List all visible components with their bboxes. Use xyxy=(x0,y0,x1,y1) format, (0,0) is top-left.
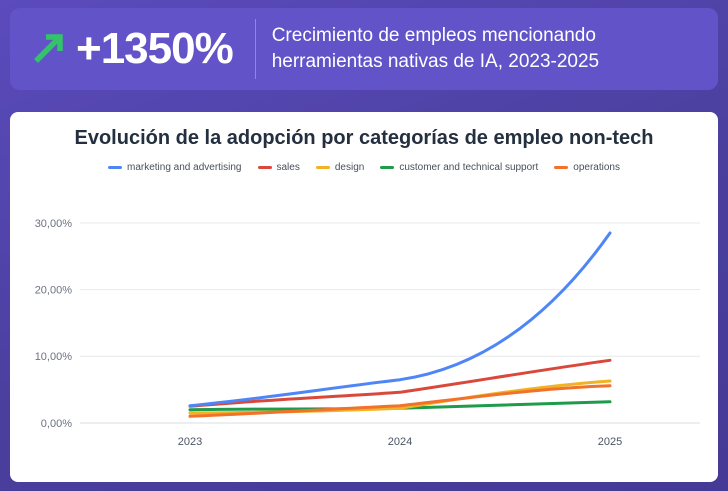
chart-y-axis-labels xyxy=(35,218,73,430)
chart-series-lines xyxy=(190,233,610,416)
chart-title: Evolución de la adopción por categorías de empleo non-tech xyxy=(74,127,654,149)
kpi-block xyxy=(26,24,251,73)
legend-swatch-marketing-and-advertising xyxy=(108,166,122,169)
x-tick-label-0: 2023 xyxy=(177,436,203,448)
chart-legend xyxy=(10,162,718,173)
x-tick-label-1: 2024 xyxy=(387,436,413,448)
trending-up-arrow-icon xyxy=(26,27,70,71)
kpi-value: +1350% xyxy=(76,24,233,73)
y-tick-label-3: 30,00% xyxy=(34,218,72,230)
chart-card xyxy=(10,112,718,482)
legend-item-customer-and-technical-support[interactable] xyxy=(380,162,538,173)
header-description-line-1: Crecimiento de empleos mencionando xyxy=(271,25,596,47)
chart-x-axis-labels xyxy=(178,436,622,448)
y-tick-label-2: 20,00% xyxy=(34,284,72,297)
header-description-line-2: herramientas nativas de IA, 2023-2025 xyxy=(271,51,600,72)
legend-item-sales[interactable] xyxy=(258,162,300,173)
header-divider xyxy=(255,19,256,79)
y-tick-label-1: 10,00% xyxy=(34,351,72,363)
legend-label-customer-and-technical-support: customer and technical support xyxy=(399,162,539,173)
legend-swatch-customer-and-technical-support xyxy=(380,166,394,169)
legend-label-design: design xyxy=(334,162,365,173)
legend-swatch-operations xyxy=(554,166,568,169)
chart-svg xyxy=(10,183,718,453)
legend-swatch-design xyxy=(316,166,330,169)
chart-plot-area xyxy=(10,183,718,453)
header-banner xyxy=(10,8,718,90)
header-description xyxy=(272,23,702,74)
legend-item-operations[interactable] xyxy=(554,162,620,173)
legend-item-design[interactable] xyxy=(316,162,364,173)
legend-label-marketing-and-advertising: marketing and advertising xyxy=(126,162,242,173)
y-tick-label-0: 0,00% xyxy=(40,418,72,430)
legend-label-sales: sales xyxy=(276,162,300,173)
x-tick-label-2: 2025 xyxy=(597,436,623,448)
series-line-marketing-and-advertising xyxy=(190,233,610,406)
legend-label-operations: operations xyxy=(573,162,620,173)
legend-swatch-sales xyxy=(258,166,272,169)
legend-item-marketing-and-advertising[interactable] xyxy=(108,162,242,173)
